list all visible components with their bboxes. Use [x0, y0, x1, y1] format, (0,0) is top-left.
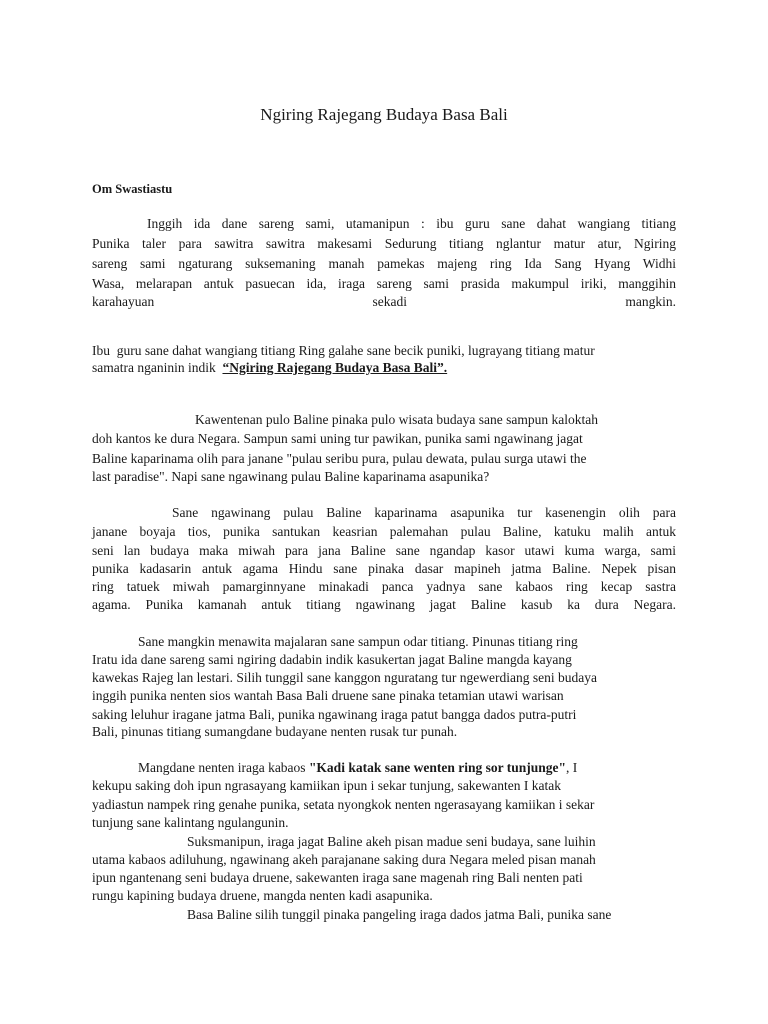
text-segment: seni lan budaya maka miwah para jana Baline sane ngandap kasor utawi kuma warga, sami — [92, 543, 676, 558]
text-line — [92, 293, 676, 311]
text-line — [92, 851, 596, 869]
text-line — [92, 777, 561, 795]
text-segment: Inggih ida dane sareng sami, utamanipun : ibu guru sane dahat wangiang titiang — [147, 216, 676, 231]
greeting: Om Swastiastu — [92, 182, 173, 196]
text-line — [92, 669, 597, 687]
text-line — [92, 235, 676, 253]
text-segment: Iratu ida dane sareng sami ngiring dadabin indik kasukertan jagat Baline mangda kayang — [92, 652, 572, 667]
emphasized-text: "Kadi katak sane wenten ring sor tunjunge" — [308, 760, 566, 775]
document-title: Ngiring Rajegang Budaya Basa Bali — [260, 105, 508, 124]
text-line — [92, 869, 583, 887]
text-segment: ipun ngantenang seni budaya druene, sakewanten iraga sane magenah ring Bali nenten pati — [92, 870, 583, 885]
text-segment: Kawentenan pulo Baline pinaka pulo wisata budaya sane sampun kaloktah — [195, 412, 599, 427]
text-line — [92, 359, 447, 377]
text-segment: Bali, pinunas titiang sumangdane budayane nenten rusak tur punah. — [92, 724, 458, 739]
text-line — [187, 906, 611, 924]
text-segment: tunjung sane kalintang ngulangunin. — [92, 815, 289, 830]
text-segment: karahayuan sekadi mangkin. — [92, 294, 676, 309]
text-segment: Baline kaparinama olih para janane "pulau seribu pura, pulau dewata, pulau surga utawi the — [92, 451, 587, 466]
text-line — [147, 215, 676, 233]
text-segment: saking leluhur iragane jatma Bali, punika ngawinang iraga patut bangga dados putra-putri — [92, 707, 577, 722]
text-segment: kekupu saking doh ipun ngrasayang kamiikan ipun i sekar tunjung, sakewanten I katak — [92, 778, 562, 793]
text-segment: last paradise". Napi sane ngawinang pulau Baline kaparinama asapunika? — [92, 469, 490, 484]
text-segment: punika kadasarin antuk agama Hindu sane pinaka dasar mapineh jatma Baline. Nepek pisan — [92, 561, 676, 576]
text-segment: yadiastun nampek ring genahe punika, setata nyongkok nenten ngerasayang kamiikan i sekar — [92, 797, 595, 812]
text-segment: Basa Baline silih tunggil pinaka pangeling iraga dados jatma Bali, punika sane — [187, 907, 612, 922]
text-line — [138, 759, 577, 777]
text-line — [92, 560, 676, 578]
text-line — [92, 578, 676, 596]
text-line — [195, 411, 598, 429]
text-segment: Sane mangkin menawita majalaran sane sampun odar titiang. Pinunas titiang ring — [138, 634, 578, 649]
text-line — [92, 430, 583, 448]
text-segment: Wasa, melarapan antuk pasuecan ida, iraga sareng sami prasida makumpul iriki, manggihin — [92, 276, 676, 291]
text-line — [92, 542, 676, 560]
text-line — [92, 275, 676, 293]
text-segment: utama kabaos adiluhung, ngawinang akeh parajanane saking dura Negara meled pisan manah — [92, 852, 596, 867]
text-segment: Ibu guru sane dahat wangiang titiang Ring galahe sane becik puniki, lugrayang titiang matur — [92, 343, 595, 358]
text-line — [92, 706, 576, 724]
text-segment: doh kantos ke dura Negara. Sampun sami uning tur pawikan, punika sami ngawinang jagat — [92, 431, 583, 446]
text-segment: sareng sami ngaturang suksemaning manah pamekas majeng ring Ida Sang Hyang Widhi — [92, 256, 676, 271]
text-line — [138, 633, 578, 651]
text-line — [92, 342, 595, 360]
text-segment: agama. Punika kamanah antuk titiang ngawinang jagat Baline kasub ka dura Negara. — [92, 597, 676, 612]
text-segment: kawekas Rajeg lan lestari. Silih tunggil sane kanggon nguratang tur ngewerdiang seni budaya — [92, 670, 597, 685]
text-line — [92, 687, 564, 705]
text-segment: ring tatuek miwah pamarginnyane minakadi panca yadnya sane kabaos ring kecap sastra — [92, 579, 676, 594]
text-segment: inggih punika nenten sios wantah Basa Bali druene sane pinaka tetamian utawi warisan — [92, 688, 564, 703]
text-line — [92, 255, 676, 273]
text-segment: Suksmanipun, iraga jagat Baline akeh pisan madue seni budaya, sane luihin — [187, 834, 596, 849]
text-segment: Punika taler para sawitra sawitra makesami Sedurung titiang nglantur matur atur, Ngiring — [92, 236, 676, 251]
text-segment: rungu kapining budaya druene, mangda nenten kadi asapunika. — [92, 888, 433, 903]
text-line — [92, 468, 489, 486]
text-segment: Mangdane nenten iraga kabaos — [138, 760, 309, 775]
text-segment: janane boyaja tios, punika santukan keasrian palemahan pulau Baline, katuku malih antuk — [92, 524, 676, 539]
text-line — [92, 450, 586, 468]
text-segment: Sane ngawinang pulau Baline kaparinama asapunika tur kasenengin olih para — [172, 505, 676, 520]
text-line — [92, 723, 457, 741]
emphasized-text: “Ngiring Rajegang Budaya Basa Bali”. — [222, 360, 448, 375]
text-line — [92, 651, 572, 669]
text-line — [92, 814, 288, 832]
text-line — [92, 887, 433, 905]
text-line — [92, 796, 594, 814]
text-line — [187, 833, 596, 851]
text-line — [92, 596, 676, 614]
text-line — [172, 504, 676, 522]
text-line — [92, 523, 676, 541]
text-segment: , I — [565, 760, 578, 775]
text-segment: samatra nganinin indik — [92, 360, 223, 375]
